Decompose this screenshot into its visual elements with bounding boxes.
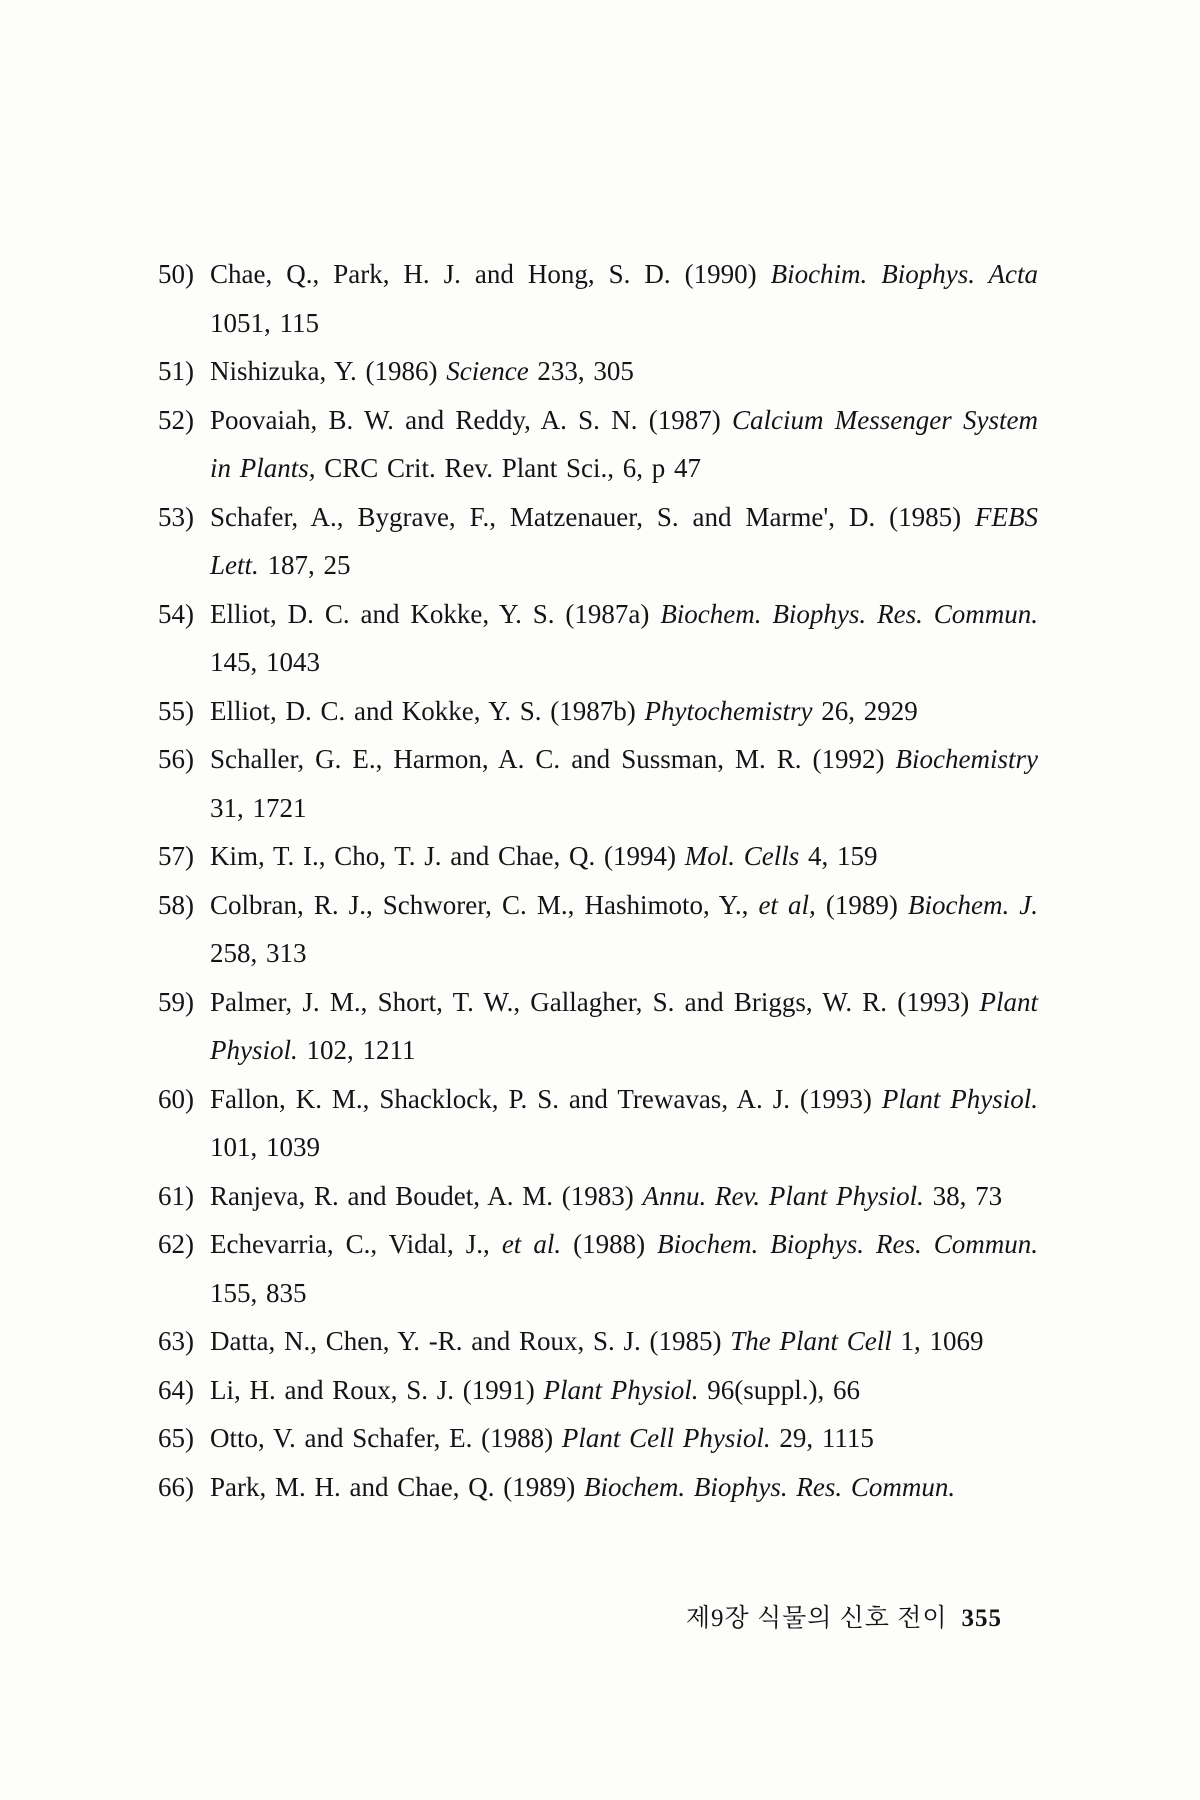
reference-number: 66) [158, 1471, 194, 1502]
reference-details: 258, 313 [210, 938, 307, 968]
reference-details: 187, 25 [267, 550, 351, 580]
reference-authors: Kim, T. I., Cho, T. J. and Chae, Q. (1994) [210, 841, 676, 871]
reference-journal: Biochemistry [895, 744, 1038, 774]
reference-details: 31, 1721 [210, 792, 307, 823]
reference-details: 101, 1039 [210, 1132, 320, 1162]
reference-number: 61) [158, 1180, 194, 1211]
reference-authors: Colbran, R. J., Schworer, C. M., Hashimoto, Y., [210, 889, 749, 920]
reference-number: 63) [158, 1326, 194, 1356]
reference-item [158, 1075, 1038, 1172]
reference-number: 58) [158, 889, 194, 920]
reference-details: 1051, 115 [210, 307, 319, 338]
reference-number: 62) [158, 1229, 194, 1259]
reference-item [158, 347, 1038, 396]
reference-details: 1, 1069 [900, 1326, 984, 1356]
chapter-title: 제9장 식물의 신호 전이 [685, 1605, 948, 1632]
reference-number: 54) [158, 598, 194, 629]
reference-year: (1988) [573, 1229, 646, 1259]
reference-item [158, 1463, 1038, 1512]
reference-authors: Otto, V. and Schafer, E. (1988) [210, 1423, 554, 1453]
reference-details: 102, 1211 [306, 1035, 416, 1065]
reference-details: 29, 1115 [779, 1423, 874, 1453]
reference-journal: Biochem. J. [907, 889, 1039, 920]
reference-journal: Plant Physiol. [543, 1374, 699, 1405]
reference-authors: Poovaiah, B. W. and Reddy, A. S. N. (1987) [210, 404, 721, 435]
reference-journal: Plant Physiol. [881, 1083, 1038, 1114]
reference-journal: Biochem. Biophys. Res. Commun. [660, 598, 1038, 629]
reference-journal: Annu. Rev. Plant Physiol. [642, 1180, 924, 1211]
reference-item [158, 1414, 1038, 1463]
reference-item [158, 881, 1038, 978]
reference-authors: Li, H. and Roux, S. J. (1991) [210, 1374, 535, 1405]
reference-number: 60) [158, 1083, 194, 1114]
reference-journal: Plant Cell Physiol. [561, 1423, 771, 1453]
reference-number: 53) [158, 501, 194, 532]
reference-item [158, 832, 1038, 881]
reference-authors: Fallon, K. M., Shacklock, P. S. and Trewavas, A. J. (1993) [210, 1083, 872, 1114]
reference-number: 64) [158, 1374, 194, 1405]
reference-number: 56) [158, 744, 194, 774]
reference-item [158, 735, 1038, 832]
reference-journal: Plant Physiol. [210, 986, 1039, 1065]
reference-authors: Chae, Q., Park, H. J. and Hong, S. D. (1990) [210, 259, 757, 289]
reference-details: CRC Crit. Rev. Plant Sci., 6, p 47 [324, 453, 702, 483]
reference-list [158, 250, 1038, 1511]
reference-authors: Schafer, A., Bygrave, F., Matzenauer, S. and Marme', D. (1985) [210, 501, 962, 532]
reference-authors: Palmer, J. M., Short, T. W., Gallagher, S. and Briggs, W. R. (1993) [210, 986, 970, 1017]
reference-year: (1989) [825, 889, 898, 920]
reference-number: 65) [158, 1423, 194, 1453]
reference-et-al: et al. [501, 1229, 562, 1259]
reference-et-al: et al, [758, 889, 816, 920]
reference-authors: Ranjeva, R. and Boudet, A. M. (1983) [210, 1180, 634, 1211]
reference-journal: Science [446, 356, 529, 386]
reference-number: 59) [158, 986, 194, 1017]
page-number: 355 [961, 1605, 1002, 1632]
reference-journal: Biochim. Biophys. Acta [770, 259, 1039, 289]
reference-details: 4, 159 [807, 841, 878, 871]
reference-authors: Echevarria, C., Vidal, J., [210, 1229, 490, 1259]
reference-item [158, 250, 1038, 347]
reference-item [158, 590, 1038, 687]
reference-number: 52) [158, 404, 194, 435]
reference-details: 26, 2929 [821, 695, 918, 726]
reference-item [158, 1317, 1038, 1366]
reference-number: 50) [158, 259, 194, 289]
reference-journal: Mol. Cells [684, 841, 800, 871]
reference-authors: Datta, N., Chen, Y. -R. and Roux, S. J. (1985) [210, 1326, 722, 1356]
reference-journal: The Plant Cell [730, 1326, 892, 1356]
reference-details: 155, 835 [210, 1277, 307, 1308]
reference-details: 96(suppl.), 66 [707, 1374, 860, 1405]
reference-number: 51) [158, 356, 194, 386]
reference-details: 145, 1043 [210, 647, 320, 677]
reference-item [158, 1220, 1038, 1317]
reference-item [158, 978, 1038, 1075]
reference-authors: Elliot, D. C. and Kokke, Y. S. (1987a) [210, 598, 650, 629]
reference-authors: Elliot, D. C. and Kokke, Y. S. (1987b) [210, 695, 636, 726]
reference-authors: Schaller, G. E., Harmon, A. C. and Sussman, M. R. (1992) [210, 744, 885, 774]
reference-journal: Phytochemistry [644, 695, 813, 726]
page-footer [686, 1598, 1002, 1634]
reference-number: 55) [158, 695, 194, 726]
reference-journal: Biochem. Biophys. Res. Commun. [657, 1229, 1039, 1259]
reference-authors: Park, M. H. and Chae, Q. (1989) [210, 1471, 576, 1502]
reference-authors: Nishizuka, Y. (1986) [210, 356, 438, 386]
reference-details: 38, 73 [932, 1180, 1003, 1211]
reference-item [158, 493, 1038, 590]
reference-item [158, 1172, 1038, 1221]
reference-item [158, 687, 1038, 736]
reference-number: 57) [158, 841, 194, 871]
reference-item [158, 396, 1038, 493]
reference-item [158, 1366, 1038, 1415]
reference-journal: Calcium Messenger System in Plants, [210, 404, 1038, 483]
reference-journal: Biochem. Biophys. Res. Commun. [583, 1471, 956, 1502]
reference-details: 233, 305 [537, 356, 634, 386]
reference-journal: FEBS Lett. [210, 501, 1038, 580]
